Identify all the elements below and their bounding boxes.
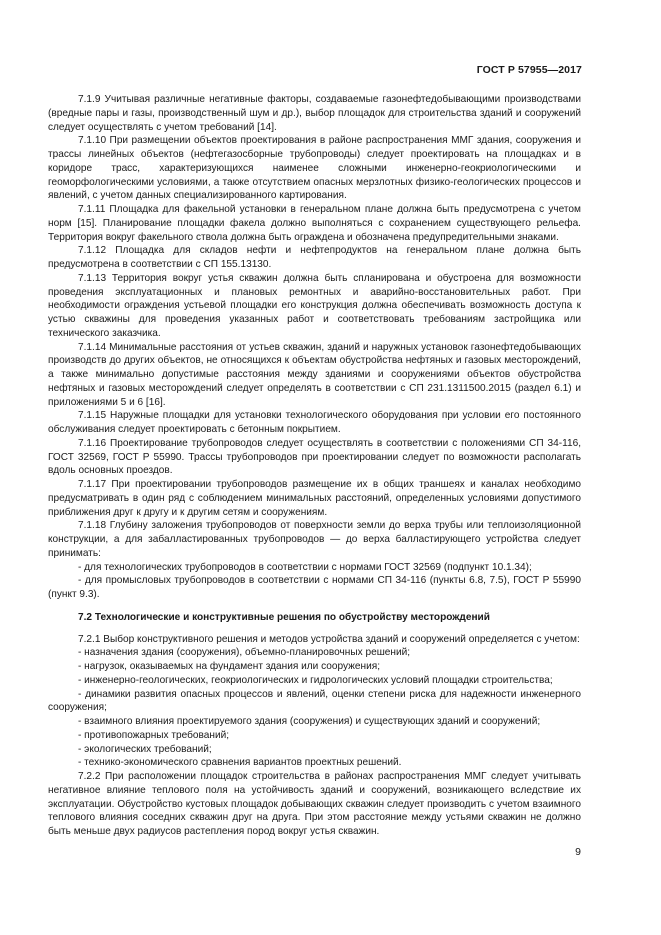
list-item: - динамики развития опасных процессов и явлений, оценки степени риска для надежности инженерного сооружения;	[48, 688, 581, 714]
paragraph-7-1-15: 7.1.15 Наружные площадки для установки технологического оборудования при условии его постоянного обслуживания следует проектировать с бетонным покрытием.	[48, 410, 581, 435]
paragraph-7-1-9: 7.1.9 Учитывая различные негативные факторы, создаваемые газонефтедобывающими производствами (вредные пары и газы, производственный шум и др.), выбор площадок для строительства зданий и сооружений следует осуществлять с учетом требований [14].	[48, 94, 581, 133]
list-item: - для промысловых трубопроводов в соответствии с нормами СП 34-116 (пункты 6.8, 7.5), ГОСТ Р 55990 (пункт 9.3).	[48, 575, 581, 600]
paragraph-7-1-17: 7.1.17 При проектировании трубопроводов размещение их в общих траншеях и каналах необходимо предусматривать в один ряд с соблюдением минимальных расстояний, определенных условиями допустимого приближения друг к другу и к другим сетям и сооружениям.	[48, 479, 581, 518]
paragraph-7-1-16: 7.1.16 Проектирование трубопроводов следует осуществлять в соответствии с положениями СП 34-116, ГОСТ 32569, ГОСТ Р 55990. Трассы трубопроводов при проектировании следует по возможности располагать вдоль основных проездов.	[48, 437, 581, 477]
document-body	[48, 93, 581, 839]
page-number: 9	[575, 846, 581, 858]
section-heading-7-2: 7.2 Технологические и конструктивные решения по обустройству месторождений	[78, 611, 490, 623]
paragraph-7-1-10: 7.1.10 При размещении объектов проектирования в районе распространения ММГ здания, сооружения и трассы линейных объектов (нефтегазосборные трубопроводы) следует проектировать на площадках и в коридоре трасс, характеризующихся наименее сложными инженерно-геокриологическими и геоморфологическими условиями, а также отсутствием опасных мерзлотных физико-геологических процессов и явлений, с учетом данных специализированного картирования.	[48, 135, 581, 202]
paragraph-7-1-13: 7.1.13 Территория вокруг устья скважин должна быть спланирована и обустроена для возможности проведения эксплуатационных и плановых ремонтных и аварийно-восстановительных работ. При необходимости ограждения устьевой площадки его конструкция должна обеспечивать возможность доступа к устью скважины для проведения указанных работ и соответствовать требованиям застройщика или технического заказчика.	[48, 272, 581, 339]
document-code: ГОСТ Р 57955—2017	[476, 64, 582, 76]
paragraph-7-1-12: 7.1.12 Площадка для складов нефти и нефтепродуктов на генеральном плане должна быть предусмотрена в соответствии с СП 155.13130.	[48, 245, 581, 270]
list-item: - технико-экономического сравнения вариантов проектных решений.	[78, 757, 402, 769]
paragraph-7-1-11: 7.1.11 Площадка для факельной установки в генеральном плане должна быть предусмотрена с учетом норм [15]. Планирование площадки факела должно выполняться с сохранением существующего рельефа. Территория вокруг факельного ствола должна быть ограждена и обозначена предупредительными знаками.	[48, 204, 581, 243]
list-item: - экологических требований;	[78, 743, 212, 755]
list-item: - взаимного влияния проектируемого здания (сооружения) и существующих зданий и сооружений;	[78, 716, 541, 727]
paragraph-7-1-14: 7.1.14 Минимальные расстояния от устьев скважин, зданий и наружных установок газонефтедобывающих производств до других объектов, не относящихся к объектам обустройства нефтяных и газовых месторождений, а также минимально допустимые расстояния между зданиями и сооружениями объектов обустройства нефтяных и газовых месторождений следует определять в соответствии с СП 231.1311500.2015 (раздел 6.1) и приложениями 5 и 6 [16].	[48, 341, 581, 408]
paragraph-7-2-2: 7.2.2 При расположении площадок строительства в районах распространения ММГ следует учитывать негативное влияние теплового поля на устойчивость зданий и сооружений, возникающего вследствие их эксплуатации. Обустройство кустовых площадок добывающих скважин следует производить с учетом взаимного теплового влияния соседних скважин друг на друга. При этом расстояние между устьями скважин не должно быть меньше двух радиусов растепления пород вокруг устья скважин.	[48, 771, 581, 837]
list-item: - противопожарных требований;	[78, 729, 230, 741]
list-item: - нагрузок, оказываемых на фундамент здания или сооружения;	[78, 661, 381, 672]
paragraph-7-2-1: 7.2.1 Выбор конструктивного решения и методов устройства зданий и сооружений определяется с учетом:	[78, 633, 580, 645]
paragraph-7-1-18: 7.1.18 Глубину заложения трубопроводов от поверхности земли до верха трубы или теплоизоляционной конструкции, а для забалластированных трубопроводов — до верха балластирующего устройства следует принимать:	[48, 520, 581, 559]
list-item: - для технологических трубопроводов в соответствии с нормами ГОСТ 32569 (подпункт 10.1.34);	[78, 561, 532, 573]
list-item: - назначения здания (сооружения), объемно-планировочных решений;	[78, 647, 411, 659]
list-item: - инженерно-геологических, геокриологических и гидрологических условий площадки строительства;	[78, 674, 553, 686]
